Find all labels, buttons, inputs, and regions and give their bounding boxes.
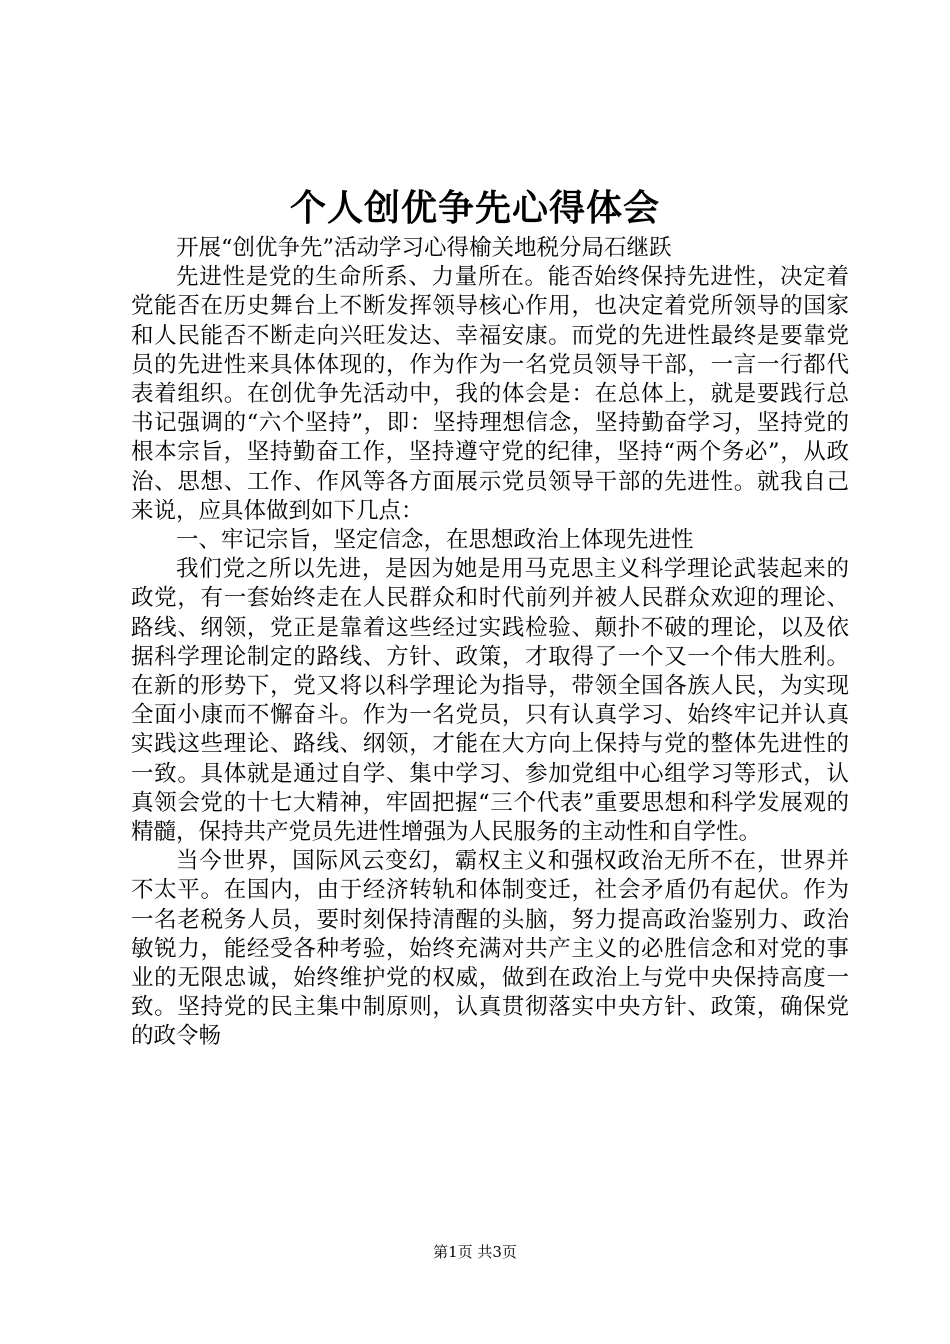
section-heading: 一、牢记宗旨，坚定信念，在思想政治上体现先进性 xyxy=(176,527,694,554)
body-paragraph: 当今世界，国际风云变幻，霸权主义和强权政治无所不在，世界并不太平。在国内，由于经济转轨和体制变迁，社会矛盾仍有起伏。作为一名老税务人员，要时刻保持清醒的头脑，努力提高政治鉴别力、政治敏锐力，能经受各种考验，始终充满对共产主义的必胜信念和对党的事业的无限忠诚，始终维护党的权威，做到在政治上与党中央保持高度一致。坚持党的民主集中制原则，认真贯彻落实中央方针、政策，确保党的政令畅 xyxy=(131,848,849,1050)
body-paragraph: 先进性是党的生命所系、力量所在。能否始终保持先进性，决定着党能否在历史舞台上不断发挥领导核心作用，也决定着党所领导的国家和人民能否不断走向兴旺发达、幸福安康。而党的先进性最终是要靠党员的先进性来具体体现的，作为作为一名党员领导干部，一言一行都代表着组织。在创优争先活动中，我的体会是：在总体上，就是要践行总书记强调的“六个坚持”，即：坚持理想信念，坚持勤奋学习，坚持党的根本宗旨，坚持勤奋工作，坚持遵守党的纪律，坚持“两个务必”，从政治、思想、工作、作风等各方面展示党员领导干部的先进性。就我自己来说，应具体做到如下几点： xyxy=(131,264,849,524)
body-paragraph: 我们党之所以先进，是因为她是用马克思主义科学理论武装起来的政党，有一套始终走在人民群众和时代前列并被人民群众欢迎的理论、路线、纲领，党正是靠着这些经过实践检验、颠扑不破的理论，以及依据科学理论制定的路线、方针、政策，才取得了一个又一个伟大胜利。在新的形势下，党又将以科学理论为指导，带领全国各族人民，为实现全面小康而不懈奋斗。作为一名党员，只有认真学习、始终牢记并认真实践这些理论、路线、纲领，才能在大方向上保持与党的整体先进性的一致。具体就是通过自学、集中学习、参加党组中心组学习等形式，认真领会党的十七大精神，牢固把握“三个代表”重要思想和科学发展观的精髓，保持共产党员先进性增强为人民服务的主动性和自学性。 xyxy=(131,556,849,846)
document-title: 个人创优争先心得体会 xyxy=(289,188,660,229)
subtitle-paragraph: 开展“创优争先”活动学习心得榆关地税分局石继跃 xyxy=(176,235,672,261)
page-number-footer: 第1页 共3页 xyxy=(433,1243,517,1261)
document-body xyxy=(131,234,849,1052)
